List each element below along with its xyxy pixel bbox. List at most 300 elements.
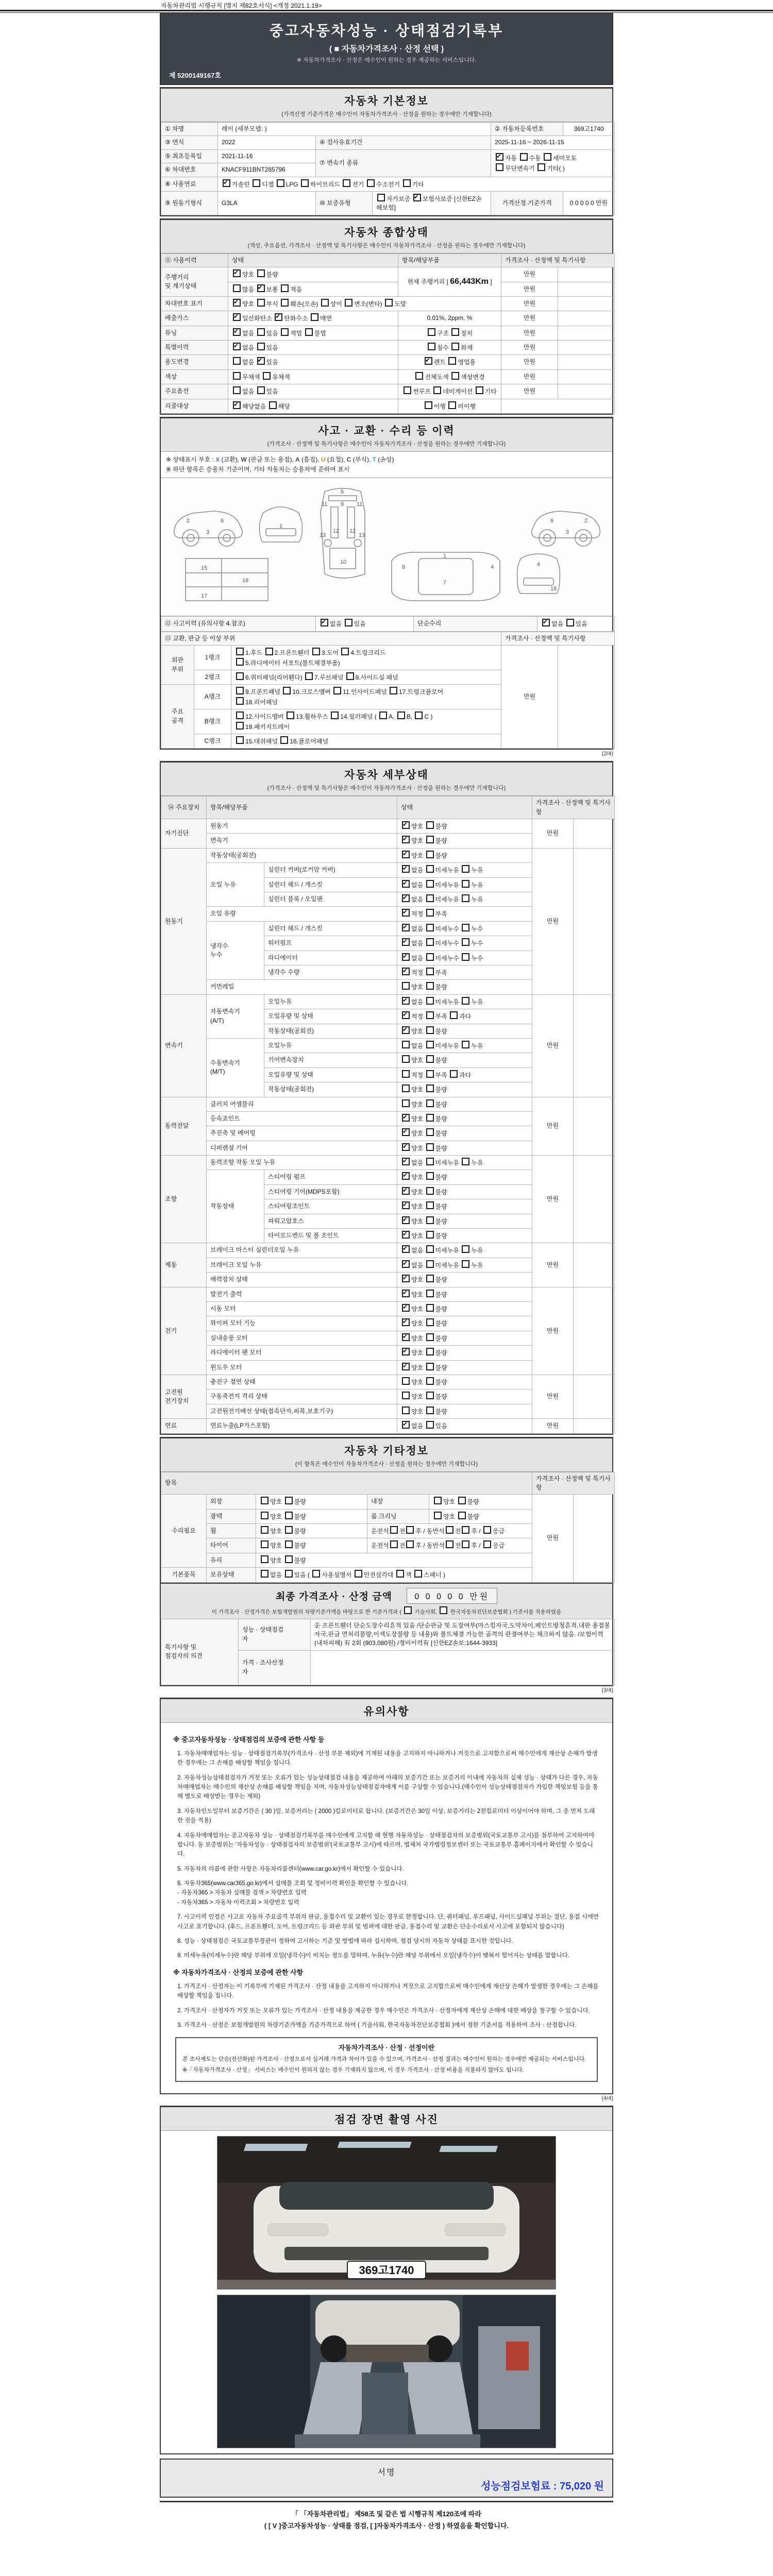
cell: 만원 [532,1375,574,1418]
cell: 디퍼렌셜 기어 [207,1141,397,1155]
cell: 고전원 전기장치 [161,1375,207,1418]
cell: ✔자동 수동 세미오토 무단변속기 기타( ) [491,149,615,177]
legend-code: C [346,456,351,464]
cell: ✔양호 불량 [228,267,398,282]
checkbox-checked [402,1158,410,1165]
cell: 리콜대상 [161,399,228,413]
checkbox-checked [233,401,241,409]
checkbox-unchecked [403,179,411,187]
cell: 내장 [367,1495,429,1509]
cell: ✔ 없음 있음 [397,1419,532,1433]
checkbox-unchecked [426,1348,434,1355]
table-row [161,136,615,149]
cell: 만원 [501,326,558,340]
list-item: 3. 가격조사 · 산정은 보험개발원의 차량기준가액을 기준가격으로 하여 ( 기술사회, 한국자동차진단보증협회 )에서 정한 기준서를 적용하여 조사 · 산정합니다. [177,2022,577,2028]
notice-list-2 [173,1982,600,2030]
checkbox-checked [402,1114,410,1122]
inspection-photo-lift [217,2295,556,2448]
detail-state-section [160,761,613,1434]
cell: 상태 [397,796,532,819]
svg-text:4: 4 [537,562,541,568]
cell: 가격조사 · 산정액 및 특기사항 [501,632,615,645]
svg-text:7: 7 [443,580,447,586]
checkbox-unchecked [345,299,352,307]
cell: 양호 불량 [397,980,532,994]
cell: ② 자동차등록번호 [491,123,563,136]
svg-text:15: 15 [201,565,208,572]
checkbox-unchecked [483,1526,491,1534]
cell: 커먼레일 [207,980,397,994]
svg-text:2: 2 [187,518,190,524]
cell: 가격조사 · 산정액 및 특기사항 [532,796,615,819]
checkbox-unchecked [426,1084,434,1092]
checkbox-unchecked [426,1304,434,1312]
svg-text:11: 11 [322,501,328,508]
cell: 만원 [532,1243,574,1287]
checkbox-unchecked [236,687,244,694]
legend-line: ※ 상태표시 부호 : X (교환), W (판금 또는 용접), A (흠집), U (요철), C (부식), T (손상) [166,456,394,464]
cell: 윈도우 모터 [207,1360,397,1375]
cell: ✔ 양호 불량 [397,1024,532,1038]
cell: 자동변속기 (A/T) [207,994,264,1038]
checkbox-unchecked [537,163,545,171]
cell: ⑧ 사용연료 [161,177,218,191]
checkbox-unchecked [428,343,435,350]
photo-header [161,2107,612,2131]
cell: 주요옵션 [161,384,228,399]
table-row [161,1495,615,1509]
cell: 0.01%, 2ppm, % [398,311,501,326]
cell: 발전기 출력 [207,1287,397,1301]
cell: G3LA [218,191,316,215]
cell: 만원 [532,819,574,849]
cell: 브레이크 오일 누유 [207,1258,397,1272]
cell: ① 차명 [161,123,218,136]
cell: ✔ 양호 불량 [397,1111,532,1126]
cell [558,311,615,326]
cell: 스티어링 펌프 [264,1170,397,1184]
car-diagram [161,478,612,616]
checkbox-unchecked [426,1070,434,1078]
svg-text:6: 6 [550,518,554,524]
cell: 가격산정 기준가격 [491,191,563,215]
checkbox-unchecked [458,1497,466,1504]
cell: 만원 [501,341,558,355]
checkbox-unchecked [426,1231,434,1239]
cell: 만원 [532,994,574,1097]
cell: 스티어링 기어(MDPS포함) [264,1184,397,1199]
checkbox-unchecked [311,313,318,321]
checkbox-checked [402,953,410,961]
cell [558,326,615,340]
checkbox-checked [402,1333,410,1341]
cell: 실내송풍 모터 [207,1331,397,1345]
checkbox-checked [496,153,503,161]
checkbox-unchecked [426,1216,434,1224]
notice-subheading: ※ 중고자동차성능 · 상태점검의 보증에 관한 사항 등 [173,1735,325,1743]
checkbox-unchecked [426,1377,434,1385]
checkbox-unchecked [426,894,434,902]
table-row [161,369,615,384]
section-title: 자동차 기타정보 [344,1445,429,1457]
cell: ✔ 없음 있음 [537,617,615,631]
table-row [161,1619,615,1650]
checkbox-unchecked [426,851,434,858]
checkbox-unchecked [261,1540,268,1548]
checkbox-unchecked [446,1540,453,1548]
cell: ✔ 해당없음 해당 [228,399,398,413]
cell: 만원 [501,311,558,326]
checkbox-unchecked [301,179,309,187]
table-row [161,1097,615,1111]
cell: 9.프론트패널 10.크로스멤버 11.인사이드패널 17.트렁크플로어 18.리어패널 [231,685,501,709]
checkbox-checked [402,1318,410,1326]
svg-text:5: 5 [341,489,344,496]
cell: 주요 골격 [161,685,194,749]
cell: ✔ 양호 불량 [397,834,532,848]
checkbox-checked [402,924,410,931]
checkbox-checked [275,313,282,321]
cell: 오일 유량 [207,907,397,921]
final-price-value: 0 0 0 0 0 만원 [407,1588,497,1604]
checkbox-unchecked [426,968,434,975]
checkbox-unchecked [285,1540,293,1548]
table-row [161,1472,615,1495]
list-item: 2. 가격조사 · 산정자가 거짓 또는 오류가 있는 가격조사 · 산정 내용을 제공한 경우 매수인은 가격조사 · 산정자에게 재산상 손해에 대한 배상을 청구할 수 있습니다. [177,2007,590,2014]
list-item: 본 조사제도는 단순(전산화)된 가격조사 · 산정으로서 실거래 가격과 차이가 있을 수 있으며, 가격조사 · 산정 결과는 매수인이 원하는 경우에만 제공되는 서비스입니다. [182,2056,586,2063]
notice-section [160,1698,613,2095]
cell: 적정 부족 과다 [397,1067,532,1082]
section-subtitle: (색상, 주요옵션, 가격조사 · 산정액 및 특기사항은 매수인이 자동차가격조사 · 산정을 원하는 경우에만 기재합니다) [247,242,526,249]
checkbox-unchecked [333,687,341,694]
table-row [161,253,615,267]
checkbox-unchecked [425,401,432,409]
accident-header [161,418,612,452]
checkbox-unchecked [462,1540,469,1548]
checkbox-unchecked [450,1011,458,1019]
table-row [161,149,615,163]
checkbox-unchecked [448,357,456,365]
cell [558,296,615,311]
checkbox-checked [402,1026,410,1034]
cell: 광택 [207,1509,256,1523]
list-item: 8. 성능 · 상태점검은 국토교통부장관이 정하여 고시하는 기준 및 방법에 따라 실시하며, 점검 당시의 자동차 상태를 표시한 것입니다. [177,1938,513,1945]
cell: 고전원전기배선 상태(접속단자,피복,보호기구) [207,1404,397,1418]
checkbox-unchecked [406,1526,414,1534]
cell: 충전구 절연 상태 [207,1375,397,1389]
table-row [161,994,615,1009]
checkbox-unchecked [462,1526,469,1534]
cell: 변속기 [161,994,207,1097]
checkbox-unchecked [257,299,265,307]
cell: ⑩ 보증유형 [316,191,373,215]
checkbox-unchecked [281,328,289,336]
checkbox-unchecked [277,179,284,187]
cell: ✔ 일산화탄소 ✔탄화수소 매연 [228,311,398,326]
checkbox-unchecked [397,711,405,719]
checkbox-unchecked [402,1055,410,1063]
checkbox-checked [402,968,410,975]
cell [558,355,615,369]
cell: 작동상태(공회전) [207,848,397,862]
cell: 만원 [501,282,558,296]
checkbox-checked [402,880,410,888]
checkbox-checked [402,1201,410,1209]
svg-text:2: 2 [584,518,588,524]
cell [574,1375,615,1418]
svg-text:16: 16 [242,578,249,584]
cell: 특별이력 [161,341,228,355]
doc-number: 제 5200149167호 [169,72,222,79]
legend-note: ※ 하단 항목은 승용차 기준이며, 기타 자동차는 승용차에 준하여 표시 [166,466,350,473]
checkbox-unchecked [390,1540,398,1548]
svg-text:17: 17 [201,593,208,600]
cell: 양호 불량 [429,1509,532,1523]
cell: 만원 [501,296,558,311]
table-row [161,191,615,215]
license-plate-text: 369고1740 [359,2264,414,2277]
section-title: 점검 장면 촬영 사진 [334,2114,439,2126]
cell: 수동변속기 (M/T) [207,1038,264,1097]
cell: 양호 불량 [397,1375,532,1389]
checkbox-checked [402,821,410,829]
cell: ✔ 양호 불량 [397,848,532,862]
cell: 브레이크 마스터 실린더오일 누유 [207,1243,397,1258]
cell: 제동 [161,1243,207,1287]
cell: 오일유량 및 상태 [264,1009,397,1024]
checkbox-unchecked [446,1526,453,1534]
section-subtitle: (가격조사 · 산정액 및 특기사항은 매수인이 자동차가격조사 · 산정을 원하는 경우에만 기재합니다) [267,785,506,792]
checkbox-unchecked [402,1070,410,1078]
section-title: 자동차 기본정보 [344,95,429,107]
cell: 변속기 [207,834,397,848]
checkbox-unchecked [451,343,459,350]
checkbox-unchecked [476,386,483,394]
accident-history-section [160,417,613,750]
svg-text:12: 12 [333,528,340,535]
signature-band [160,2459,613,2498]
checkbox-checked [402,997,410,1005]
checkbox-unchecked [331,711,339,719]
cell: 기본품목 [161,1568,207,1582]
cell: ⑤ 최초등록일 [161,149,218,163]
cell: 워터펌프 [264,936,397,951]
checkbox-unchecked [426,1187,434,1195]
cell: 만원 [501,267,558,282]
list-item: 5. 자동차의 리콜에 관한 사항은 자동차리콜센터(www.car.go.kr)에서 확인할 수 있습니다. [177,1866,404,1872]
checkbox-unchecked [451,372,459,380]
cell: 운 프론트휀더 단순도장수리흔적 있음 /단순판금 및 도장여부(마스킹자국,도막차이,페인트방청흔적,내판 용접봉자국,판금 면처리불량,이색도장불량 등 내용)와 볼트체결 가능한 골격의 판결여부는 체크하지 않음. /보험이력(내차피해) 有 2회 (903,080원) /정비이력有 [신한EZ손보:1644-3933] [311,1619,615,1650]
checkbox-unchecked [426,982,434,990]
svg-text:12: 12 [349,528,356,535]
confirmation-footer [160,2501,613,2537]
cell: 무채색 유채색 [228,369,398,384]
checkbox-unchecked [312,648,320,655]
cell: 없음 ✔있음 [228,355,398,369]
detail-state-table [161,796,612,1433]
cell: 보유상태 [207,1568,256,1582]
checkbox-unchecked [287,711,294,719]
svg-text:13: 13 [320,532,326,539]
detail-header [161,762,612,796]
cell: 원동기 [207,819,397,834]
checkbox-unchecked [236,672,244,680]
checkbox-checked [402,1231,410,1239]
list-item: 3. 자동차인도일부터 보증기간은 ( 30 )일, 보증거리는 ( 2000 )킬로미터로 합니다. (보증기간은 30일 이상, 보증거리는 2천킬로미터 이상이어야 하며, 그 중 먼저 도래한 것을 적용) [177,1808,595,1824]
cell: 용도변경 [161,355,228,369]
checkbox-unchecked [426,1172,434,1180]
cell: 양호 불량 [397,1097,532,1111]
table-row [161,617,615,631]
checkbox-unchecked [426,1406,434,1414]
checkbox-unchecked [462,880,469,888]
checkbox-unchecked [257,386,265,394]
svg-text:8: 8 [402,564,406,571]
svg-text:18: 18 [550,586,557,592]
checkbox-unchecked [280,736,288,744]
checkbox-checked [402,1245,410,1253]
svg-text:9: 9 [341,501,344,508]
checkbox-unchecked [305,672,313,680]
cell: 냉각수 수량 [264,965,397,980]
checkbox-unchecked [426,1421,434,1429]
cell: ✔ 양호 불량 [397,1360,532,1375]
checkbox-checked [402,894,410,902]
cell: ✔ 양호 불량 [397,1316,532,1331]
cell: 만원 [532,1419,574,1433]
page-marker: (4/4) [601,2095,613,2102]
cell: 운전석 전 후 / 동반석 전 후 / 응급 [367,1524,532,1538]
overall-state-section [160,218,613,415]
checkbox-checked [257,284,265,292]
cell: 항목 [161,1472,532,1495]
cell: 추진축 및 베어링 [207,1126,397,1141]
checkbox-checked [402,1275,410,1282]
checkbox-unchecked [285,1570,293,1578]
checkbox-unchecked [233,284,241,292]
checkbox-unchecked [263,372,271,380]
checkbox-unchecked [426,1245,434,1253]
checkbox-unchecked [426,953,434,961]
cell: ⑦ 변속기 종류 [316,149,491,177]
checkbox-unchecked [448,401,456,409]
cell [558,282,615,296]
checkbox-unchecked [402,1084,410,1092]
checkbox-unchecked [426,1158,434,1165]
svg-text:3: 3 [206,529,210,536]
svg-text:11: 11 [357,501,363,508]
legend-code: T [372,456,376,464]
cell: 양호 불량 [256,1509,367,1523]
section-title: 자동차 종합상태 [344,226,429,239]
checkbox-unchecked [346,672,354,680]
checkbox-unchecked [257,269,265,277]
checkbox-unchecked [496,163,503,171]
doc-title: 중고자동차성능 · 상태점검기록부 [269,23,504,39]
checkbox-unchecked [341,648,349,655]
cell: 작동상태(공회전) [264,1024,397,1038]
svg-text:1: 1 [279,523,283,530]
inspection-photo-front [217,2136,556,2290]
checkbox-unchecked [269,401,277,409]
table-row [161,1287,615,1301]
cell: ✔ 없음 있음 [228,341,398,355]
cell: 침수 화재 [398,341,501,355]
overall-state-header [161,220,612,253]
checkbox-checked [402,1143,410,1151]
checkbox-unchecked [462,938,469,946]
cell: ✔ 양호 불량 [397,1346,532,1360]
cell: ③ 연식 [161,136,218,149]
cell: ✔ 없음 있음 적법 불법 [228,326,398,340]
checkbox-unchecked [426,1290,434,1297]
checkbox-unchecked [233,372,241,380]
cell: 작동상태(공회전) [264,1082,397,1097]
cell [574,1156,615,1243]
checkbox-unchecked [402,982,410,990]
etc-info-section [160,1437,613,1686]
cell: ④ 검사유효기간 [316,136,491,149]
checkbox-unchecked [462,953,469,961]
cell: 단순수리 [414,617,537,631]
page-marker: (3/4) [601,1687,613,1693]
cell: 항목/해당부품 [207,796,397,819]
checkbox-checked [402,1304,410,1312]
checkbox-checked [223,179,230,187]
list-item: 1. 가격조사 · 산정자는 이 기록부에 기재된 가격조사 · 산정 내용을 고지하지 아니하거나 거짓으로 고지함으로써 매수인에게 재산상 손해가 발생한 경우에는 그 손해를 배상할 책임을 집니다. [177,1983,599,1999]
checkbox-unchecked [433,386,441,394]
cell: 만원 [501,355,558,369]
cell: 15.대쉬패널 16.플로어패널 [231,734,501,748]
checkbox-unchecked [257,328,265,336]
etc-header [161,1438,612,1472]
cell: ✔ 양호 부식 훼손(오손) 상이 변조(변타) 도말 [228,296,501,311]
cell: 0 0 0 0 0 만원 [563,191,615,215]
cell: 이행 미이행 [398,399,501,413]
special-notes-table [161,1619,612,1685]
checkbox-checked [402,1421,410,1429]
cell: 레이 (세부모델: ) [218,123,491,136]
cell: ⑬ 교환, 판금 등 이상 부위 [161,632,501,645]
cell: 오일유량 및 상태 [264,1067,397,1082]
cell [558,646,615,749]
signature-label: 서명 [377,2468,396,2478]
cell: ⑭ 주요장치 [161,796,207,819]
legend-code: A [295,456,300,464]
cell [501,399,615,413]
cell: 양호 불량 [397,1053,532,1067]
cell: 배출가스 [161,311,228,326]
checkbox-unchecked [434,1497,442,1504]
checkbox-checked [542,619,550,626]
checkbox-unchecked [451,328,459,336]
cell: 연료 [161,1419,207,1433]
checkbox-checked [321,619,328,626]
checkbox-unchecked [426,1114,434,1122]
cell: ✔ 양호 불량 [397,1141,532,1155]
cell: 구조 장치 [398,326,501,340]
checkbox-unchecked [426,909,434,917]
basic-info-section [160,87,613,216]
table-row [161,1156,615,1170]
panel-rank-table [161,632,612,749]
checkbox-unchecked [406,1540,414,1548]
cell: ✔ 양호 불량 [397,1170,532,1184]
cell: C랭크 [194,734,231,748]
checkbox-unchecked [343,179,350,187]
accident-flag-table [161,616,612,631]
checkbox-checked [402,1216,410,1224]
